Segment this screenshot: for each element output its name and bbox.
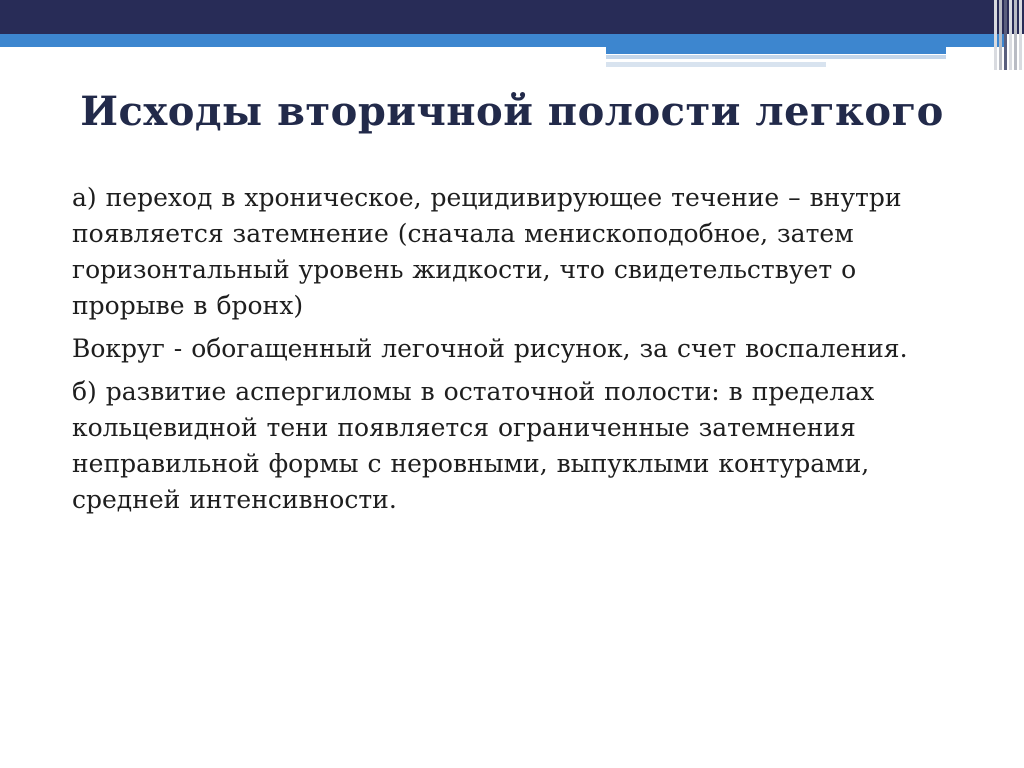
body-paragraph: а) переход в хроническое, рецидивирующее течение – внутри появляется затемнение (сначала менископодобное, затем горизонтальный уровень жидкости, что свидетельствует о прорыве в бронх) — [72, 183, 902, 320]
header-banner-blue — [0, 34, 1005, 47]
header-accent-line — [606, 55, 946, 59]
body-paragraph: б) развитие аспергиломы в остаточной полости: в пределах кольцевидной тени появляется ограниченные затемнения неправильной формы с неровными, выпуклыми контурами, средней интенсивности. — [72, 377, 875, 514]
slide-body — [72, 180, 932, 525]
body-paragraph: Вокруг - обогащенный легочной рисунок, за счет воспаления. — [72, 334, 908, 363]
slide-title: Исходы вторичной полости легкого — [80, 88, 944, 135]
header-accent-bar — [606, 47, 946, 54]
header-accent-line — [606, 62, 826, 67]
header-stripes-decoration — [992, 0, 1024, 70]
header-banner-dark — [0, 0, 1024, 34]
